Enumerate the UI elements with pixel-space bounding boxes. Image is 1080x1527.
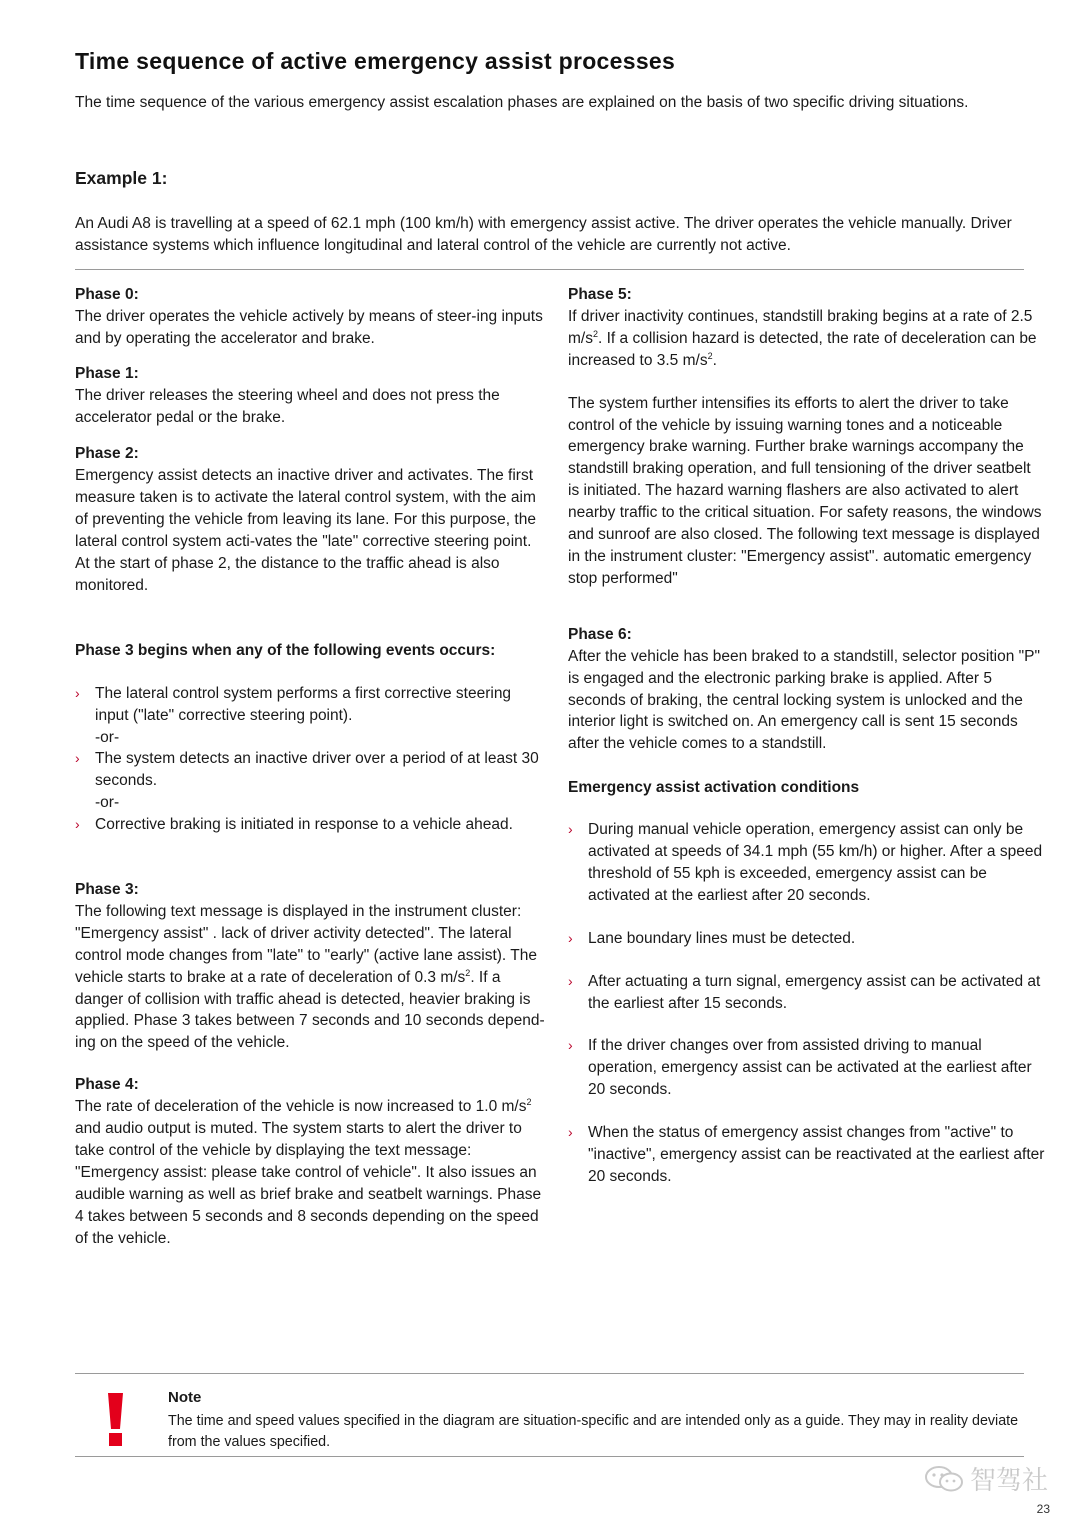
chevron-right-icon: › [75, 684, 80, 701]
left-column [75, 284, 545, 1250]
example-heading: Example 1: [75, 168, 168, 188]
divider-note-top [75, 1373, 1024, 1374]
list-item-text: When the status of emergency assist changes from "active" to "inactive", emergency assist can be reactivated at the earliest after 20 seconds. [588, 1124, 1045, 1185]
activation-conditions-list [568, 819, 1046, 1188]
list-item-text: Lane boundary lines must be detected. [588, 929, 856, 947]
list-item-text: During manual vehicle operation, emergency assist can only be activated at speeds of 34.1 mph (55 km/h) or higher. After a speed threshold of 55 kph is exceeded, emergency assist can be activated at the earliest after 20 seconds. [588, 821, 1043, 904]
list-item [568, 928, 1046, 950]
chevron-right-icon: › [568, 972, 573, 989]
list-item [568, 1035, 1046, 1101]
list-item-text: If the driver changes over from assisted driving to manual operation, emergency assist can be activated at the earliest after 20 seconds. [588, 1037, 1032, 1099]
activation-conditions-section [568, 777, 1046, 1188]
or-separator: -or- [95, 728, 120, 746]
divider-top [75, 269, 1024, 270]
phase-5-heading: Phase 5: [568, 286, 632, 303]
phase-2-section [75, 443, 545, 596]
watermark-text: 智驾社 [969, 1465, 1048, 1495]
list-item-text: The lateral control system performs a first corrective steering input ("late" corrective steering point). [95, 684, 512, 724]
chevron-right-icon: › [75, 750, 80, 767]
watermark [924, 1460, 1048, 1497]
right-column [568, 284, 1046, 1188]
chevron-right-icon: › [568, 1124, 573, 1141]
phase-1-heading: Phase 1: [75, 364, 139, 382]
chat-bubbles-icon [924, 1465, 964, 1493]
phase-0-section [75, 284, 545, 350]
phase-3-begins-section [75, 640, 545, 836]
phase-4-heading: Phase 4: [75, 1076, 139, 1094]
chevron-right-icon: › [75, 816, 80, 833]
divider-note-bottom [75, 1456, 1024, 1457]
phase-2-heading: Phase 2: [75, 445, 139, 463]
phase-5-text-2: The system further intensifies its efforts to alert the driver to take control of the vehicle by issuing warning tones and a noticeable emergency brake warning. Further brake warnings accompany the standstill braking operation, and full tensioning of the driver seatbelt is initiated. The hazard warning flashers are also activated to alert nearby traffic to the critical situation. For safety reasons, the windows and sunroof are also closed. The following text message is displayed in the instrument cluster: "Emergency assist". automatic emergency stop performed" [568, 394, 1042, 587]
phase-3-events-list [75, 683, 545, 836]
note-text: The time and speed values specified in the diagram are situation-specific and are intended only as a guide. They may in reality deviate from the values specified. [168, 1413, 1019, 1450]
intro-paragraph: The time sequence of the various emergency assist escalation phases are explained on the basis of two specific driving situations. [75, 94, 969, 111]
list-item [568, 971, 1046, 1015]
note-title: Note [168, 1389, 202, 1406]
list-item [568, 819, 1046, 907]
list-item [75, 814, 545, 836]
phase-2-text: Emergency assist detects an inactive driver and activates. The first measure taken is to activate the lateral control system, with the aim of preventing the vehicle from leaving its lane. For this purpose, the lateral control system acti-vates the "late" corrective steering point. At the start of phase 2, the distance to the traffic ahead is also monitored. [75, 467, 536, 594]
page-number: 23 [1036, 1502, 1050, 1516]
phase-3-begins-heading: Phase 3 begins when any of the following events occurs: [75, 641, 496, 659]
example-paragraph: An Audi A8 is travelling at a speed of 62.1 mph (100 km/h) with emergency assist active. The driver operates the vehicle manually. Driver assistance systems which influence longitudinal and lateral control of the vehicle are currently not active. [75, 215, 1012, 254]
list-item [75, 748, 545, 814]
phase-0-text: The driver operates the vehicle actively by means of steer-ing inputs and by operating the accelerator and brake. [75, 307, 543, 347]
phase-0-heading: Phase 0: [75, 286, 139, 303]
phase-3-heading: Phase 3: [75, 881, 139, 899]
activation-conditions-heading: Emergency assist activation conditions [568, 779, 860, 797]
chevron-right-icon: › [568, 821, 573, 838]
chevron-right-icon: › [568, 929, 573, 946]
phase-6-section [568, 624, 1046, 755]
page-title: Time sequence of active emergency assist processes [75, 48, 676, 74]
list-item-text: The system detects an inactive driver over a period of at least 30 seconds. [95, 750, 539, 790]
phase-6-heading: Phase 6: [568, 625, 632, 643]
phase-4-text: The rate of deceleration of the vehicle is now increased to 1.0 $m/s^2$ and audio output is muted. The system starts to alert the driver to take control of the vehicle by displaying the text message: "Emergency assist: please take control of vehicle". It also issues an audible warning as well as brief brake and seatbelt warnings. Phase 4 takes between 5 seconds and 8 seconds depending on the speed of the vehicle. [75, 1097, 542, 1247]
phase-5-text: If driver inactivity continues, standstill braking begins at a rate of 2.5 $m/s^2$. If a collision hazard is detected, the rate of deceleration can be increased to 3.5 $m/s^2$. [568, 307, 1037, 369]
list-item [75, 683, 545, 749]
or-separator: -or- [95, 794, 120, 812]
phase-6-text: After the vehicle has been braked to a standstill, selector position "P" is engaged and the electronic parking brake is applied. After 5 seconds of braking, the central locking system is unlocked and the interior light is switched on. An emergency call is sent 15 seconds after the vehicle comes to a standstill. [568, 647, 1040, 753]
phase-1-section [75, 363, 545, 429]
phase-3-section [75, 879, 545, 1054]
list-item-text: Corrective braking is initiated in response to a vehicle ahead. [95, 816, 513, 834]
list-item [568, 1122, 1046, 1188]
phase-5-section [568, 284, 1046, 590]
phase-4-section [75, 1074, 545, 1249]
phase-3-text: The following text message is displayed in the instrument cluster: "Emergency assist" . lack of driver activity detected". The lateral control mode changes from "late" to "early" (active lane assist). The vehicle starts to brake at a rate of deceleration of 0.3 $m/s^2$. If a danger of collision with traffic ahead is detected, heavier braking is applied. Phase 3 takes between 7 seconds and 10 seconds depend-ing on the speed of the vehicle. [75, 902, 545, 1052]
exclamation-icon [108, 1393, 125, 1447]
chevron-right-icon: › [568, 1037, 573, 1054]
list-item-text: After actuating a turn signal, emergency assist can be activated at the earliest after 15 seconds. [588, 972, 1041, 1012]
phase-1-text: The driver releases the steering wheel and does not press the accelerator pedal or the brake. [75, 386, 500, 426]
